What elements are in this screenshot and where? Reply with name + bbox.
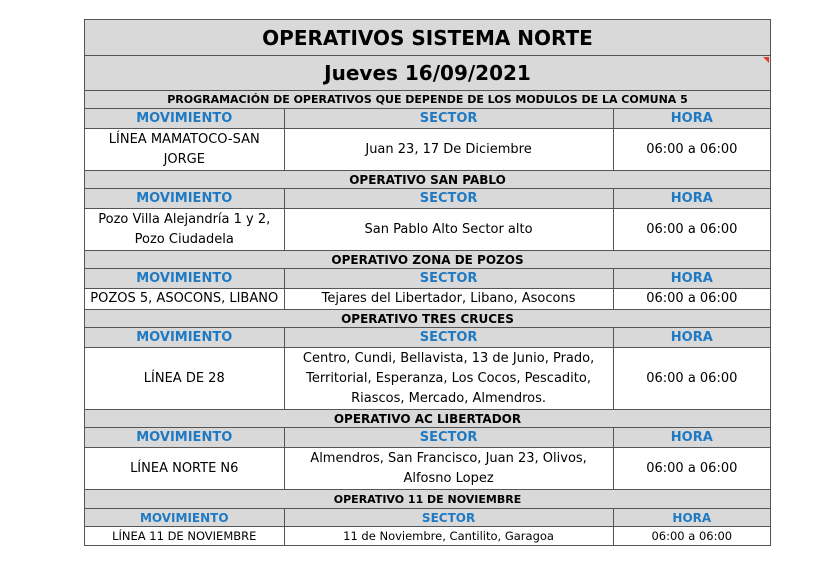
column-header-row: [85, 428, 771, 448]
movimiento-cell: POZOS 5, ASOCONS, LIBANO: [85, 289, 285, 310]
table-row: [85, 129, 771, 171]
col-header-sector: SECTOR: [284, 328, 613, 348]
hora-cell: 06:00 a 06:00: [613, 209, 770, 251]
movimiento-cell: LÍNEA MAMATOCO-SAN JORGE: [85, 129, 285, 171]
col-header-movimiento: MOVIMIENTO: [85, 428, 285, 448]
section-title: OPERATIVO 11 DE NOVIEMBRE: [85, 490, 771, 509]
page-title: OPERATIVOS SISTEMA NORTE: [85, 20, 771, 56]
movimiento-cell: LÍNEA DE 28: [85, 348, 285, 410]
section-header: [85, 91, 771, 109]
column-header-row: [85, 189, 771, 209]
section-title: OPERATIVO TRES CRUCES: [85, 310, 771, 328]
col-header-movimiento: MOVIMIENTO: [85, 328, 285, 348]
col-header-movimiento: MOVIMIENTO: [85, 109, 285, 129]
col-header-hora: HORA: [613, 509, 770, 527]
col-header-sector: SECTOR: [284, 269, 613, 289]
sector-cell: Almendros, San Francisco, Juan 23, Olivos, Alfosno Lopez: [284, 448, 613, 490]
hora-cell: 06:00 a 06:00: [613, 129, 770, 171]
section-header: [85, 171, 771, 189]
sector-cell: Tejares del Libertador, Libano, Asocons: [284, 289, 613, 310]
column-header-row: [85, 109, 771, 129]
hora-cell: 06:00 a 06:00: [613, 289, 770, 310]
col-header-movimiento: MOVIMIENTO: [85, 189, 285, 209]
table-row: [85, 448, 771, 490]
section-title: OPERATIVO SAN PABLO: [85, 171, 771, 189]
section-header: [85, 490, 771, 509]
schedule-table: [84, 19, 771, 546]
section-header: [85, 410, 771, 428]
comment-marker-icon: [763, 57, 769, 63]
sector-cell: Centro, Cundi, Bellavista, 13 de Junio, Prado, Territorial, Esperanza, Los Cocos, Pescadito, Riascos, Mercado, Almendros.: [284, 348, 613, 410]
title-row: [85, 20, 771, 56]
section-header: [85, 251, 771, 269]
movimiento-cell: Pozo Villa Alejandría 1 y 2, Pozo Ciudadela: [85, 209, 285, 251]
table-row: [85, 527, 771, 546]
intro-heading: PROGRAMACIÓN DE OPERATIVOS QUE DEPENDE DE LOS MODULOS DE LA COMUNA 5: [85, 91, 771, 109]
section-title: OPERATIVO AC LIBERTADOR: [85, 410, 771, 428]
col-header-hora: HORA: [613, 328, 770, 348]
col-header-movimiento: MOVIMIENTO: [85, 509, 285, 527]
date-row: [85, 56, 771, 91]
column-header-row: [85, 328, 771, 348]
col-header-sector: SECTOR: [284, 509, 613, 527]
col-header-sector: SECTOR: [284, 109, 613, 129]
table-row: [85, 348, 771, 410]
hora-cell: 06:00 a 06:00: [613, 527, 770, 546]
col-header-hora: HORA: [613, 269, 770, 289]
column-header-row: [85, 269, 771, 289]
col-header-sector: SECTOR: [284, 189, 613, 209]
sector-cell: San Pablo Alto Sector alto: [284, 209, 613, 251]
column-header-row: [85, 509, 771, 527]
table-row: [85, 289, 771, 310]
col-header-sector: SECTOR: [284, 428, 613, 448]
col-header-hora: HORA: [613, 109, 770, 129]
sector-cell: 11 de Noviembre, Cantilito, Garagoa: [284, 527, 613, 546]
table-row: [85, 209, 771, 251]
movimiento-cell: LÍNEA 11 DE NOVIEMBRE: [85, 527, 285, 546]
date-cell: [85, 56, 771, 91]
movimiento-cell: LÍNEA NORTE N6: [85, 448, 285, 490]
hora-cell: 06:00 a 06:00: [613, 448, 770, 490]
hora-cell: 06:00 a 06:00: [613, 348, 770, 410]
date-text: Jueves 16/09/2021: [324, 61, 531, 85]
col-header-movimiento: MOVIMIENTO: [85, 269, 285, 289]
col-header-hora: HORA: [613, 189, 770, 209]
section-header: [85, 310, 771, 328]
col-header-hora: HORA: [613, 428, 770, 448]
sector-cell: Juan 23, 17 De Diciembre: [284, 129, 613, 171]
section-title: OPERATIVO ZONA DE POZOS: [85, 251, 771, 269]
